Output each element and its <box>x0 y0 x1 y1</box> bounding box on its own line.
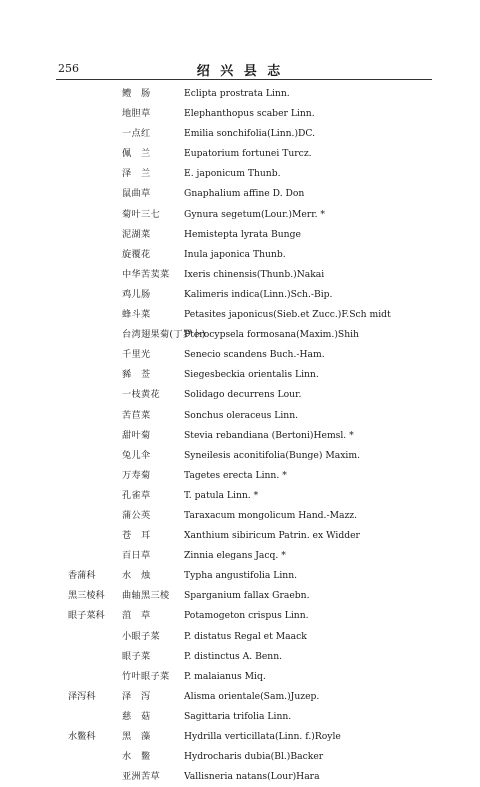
page-number: 256 <box>58 62 79 75</box>
chinese-name: 慈 菇 <box>122 710 151 722</box>
species-entry <box>0 546 480 566</box>
chinese-name: 中华苦荬菜 <box>122 268 170 280</box>
chinese-name: 苍 耳 <box>122 530 151 542</box>
latin-name: Tagetes erecta Linn. * <box>184 469 287 481</box>
chinese-name: 菹 草 <box>122 610 151 622</box>
latin-name: Kalimeris indica(Linn.)Sch.-Bip. <box>184 288 333 300</box>
latin-name: Sonchus oleraceus Linn. <box>184 409 299 421</box>
latin-name: Eclipta prostrata Linn. <box>184 88 290 99</box>
species-entry <box>0 305 480 325</box>
latin-name: Senecio scandens Buch.-Ham. <box>184 349 325 361</box>
latin-name: Stevia rebandiana (Bertoni)Hemsl. * <box>184 429 354 441</box>
latin-name: Vallisneria natans(Lour)Hara <box>184 771 320 783</box>
latin-name: Sparganium fallax Graebn. <box>184 590 310 602</box>
chinese-name: 万寿菊 <box>122 469 151 481</box>
species-entry <box>0 104 480 124</box>
chinese-name: 水 烛 <box>122 570 151 582</box>
header-rule <box>56 79 432 80</box>
species-entry <box>0 265 480 285</box>
species-entry <box>0 225 480 245</box>
latin-name: Syneilesis aconitifolia(Bunge) Maxim. <box>184 449 360 461</box>
chinese-name: 百日草 <box>122 550 151 562</box>
chinese-name: 小眼子菜 <box>122 630 160 642</box>
chinese-name: 地胆草 <box>122 108 151 120</box>
family-name: 水鳖科 <box>68 731 96 742</box>
species-entry <box>0 245 480 265</box>
latin-name: Hydrilla verticillata(Linn. f.)Royle <box>184 731 341 742</box>
species-entry <box>0 124 480 144</box>
species-entry <box>0 426 480 446</box>
latin-name: Potamogeton crispus Linn. <box>184 610 309 622</box>
species-entry <box>0 345 480 365</box>
species-entry <box>0 285 480 305</box>
species-entry <box>0 606 480 626</box>
chinese-name: 蒲公英 <box>122 509 151 521</box>
species-entry <box>0 667 480 687</box>
species-entry <box>0 586 480 606</box>
species-entry <box>0 506 480 526</box>
species-entry <box>0 566 480 586</box>
latin-name: P. distinctus A. Benn. <box>184 650 283 662</box>
latin-name: Xanthium sibiricum Patrin. ex Widder <box>184 530 360 542</box>
species-entry <box>0 406 480 426</box>
chinese-name: 孔雀草 <box>122 489 151 501</box>
species-entry <box>0 687 480 707</box>
latin-name: Elephanthopus scaber Linn. <box>184 108 315 120</box>
latin-name: E. japonicum Thunb. <box>184 168 281 180</box>
latin-name: Hydrocharis dubia(Bl.)Backer <box>184 751 324 763</box>
chinese-name: 苦苣菜 <box>122 409 151 421</box>
family-name: 黑三棱科 <box>68 590 105 602</box>
chinese-name: 鸡儿肠 <box>122 288 151 300</box>
latin-name: Gnaphalium affine D. Don <box>184 188 305 200</box>
species-entry <box>0 466 480 486</box>
chinese-name: 兔儿伞 <box>122 449 151 461</box>
species-entry <box>0 647 480 667</box>
family-name: 眼子菜科 <box>68 610 105 622</box>
species-entry <box>0 164 480 184</box>
chinese-name: 竹叶眼子菜 <box>122 670 170 682</box>
latin-name: Emilia sonchifolia(Linn.)DC. <box>184 128 316 140</box>
species-entry <box>0 365 480 385</box>
chinese-name: 泽 泻 <box>122 690 151 702</box>
species-entry <box>0 385 480 405</box>
chinese-name: 一枝黄花 <box>122 389 160 401</box>
chinese-name: 黑 藻 <box>122 731 151 742</box>
chinese-name: 蜂斗菜 <box>122 309 151 321</box>
species-entry <box>0 627 480 647</box>
chinese-name: 眼子菜 <box>122 650 151 662</box>
latin-name: Solidago decurrens Lour. <box>184 389 302 401</box>
species-entry <box>0 144 480 164</box>
species-entry <box>0 486 480 506</box>
family-name: 香蒲科 <box>68 570 96 582</box>
latin-name: Typha angustifolia Linn. <box>184 570 298 582</box>
species-entry <box>0 446 480 466</box>
latin-name: T. patula Linn. * <box>184 489 259 501</box>
latin-name: Hemistepta lyrata Bunge <box>184 228 301 240</box>
latin-name: Sagittaria trifolia Linn. <box>184 710 292 722</box>
chinese-name: 泥湖菜 <box>122 228 151 240</box>
latin-name: Eupatorium fortunei Turcz. <box>184 148 312 160</box>
latin-name: P. malaianus Miq. <box>184 670 266 682</box>
species-entry <box>0 767 480 787</box>
species-entry <box>0 747 480 767</box>
species-entry <box>0 707 480 727</box>
chinese-name: 千里光 <box>122 349 151 361</box>
latin-name: Alisma orientale(Sam.)Juzep. <box>184 690 320 702</box>
chinese-name: 水 鳖 <box>122 751 151 763</box>
latin-name: Pterocypsela formosana(Maxim.)Shih <box>184 329 359 341</box>
chinese-name: 台湾翅果菊(丁罗卜) <box>122 329 206 341</box>
latin-name: Petasites japonicus(Sieb.et Zucc.)F.Sch midt <box>184 309 391 321</box>
family-name: 泽泻科 <box>68 690 96 702</box>
latin-name: Siegesbeckia orientalis Linn. <box>184 369 319 381</box>
chinese-name: 菊叶三七 <box>122 208 160 220</box>
chinese-name: 亚洲苦草 <box>122 771 160 783</box>
chinese-name: 佩 兰 <box>122 148 151 160</box>
species-entry <box>0 205 480 225</box>
chinese-name: 旋覆花 <box>122 248 151 260</box>
latin-name: Inula japonica Thunb. <box>184 248 286 260</box>
chinese-name: 一点红 <box>122 128 151 140</box>
chinese-name: 泽 兰 <box>122 168 151 180</box>
latin-name: Ixeris chinensis(Thunb.)Nakai <box>184 268 325 280</box>
chinese-name: 鼠曲草 <box>122 188 151 200</box>
chinese-name: 曲轴黑三棱 <box>122 590 170 602</box>
species-entry <box>0 84 480 104</box>
page-title: 绍 兴 县 志 <box>196 64 284 79</box>
chinese-name: 豨 莶 <box>122 369 151 381</box>
chinese-name: 甜叶菊 <box>122 429 151 441</box>
species-entry <box>0 184 480 204</box>
species-entry <box>0 526 480 546</box>
species-list <box>0 84 480 787</box>
latin-name: Zinnia elegans Jacq. * <box>184 550 286 562</box>
latin-name: Gynura segetum(Lour.)Merr. * <box>184 208 326 220</box>
species-entry <box>0 325 480 345</box>
species-entry <box>0 727 480 747</box>
latin-name: P. distatus Regal et Maack <box>184 630 307 642</box>
chinese-name: 鳢 肠 <box>122 88 151 99</box>
latin-name: Taraxacum mongolicum Hand.-Mazz. <box>184 509 358 521</box>
